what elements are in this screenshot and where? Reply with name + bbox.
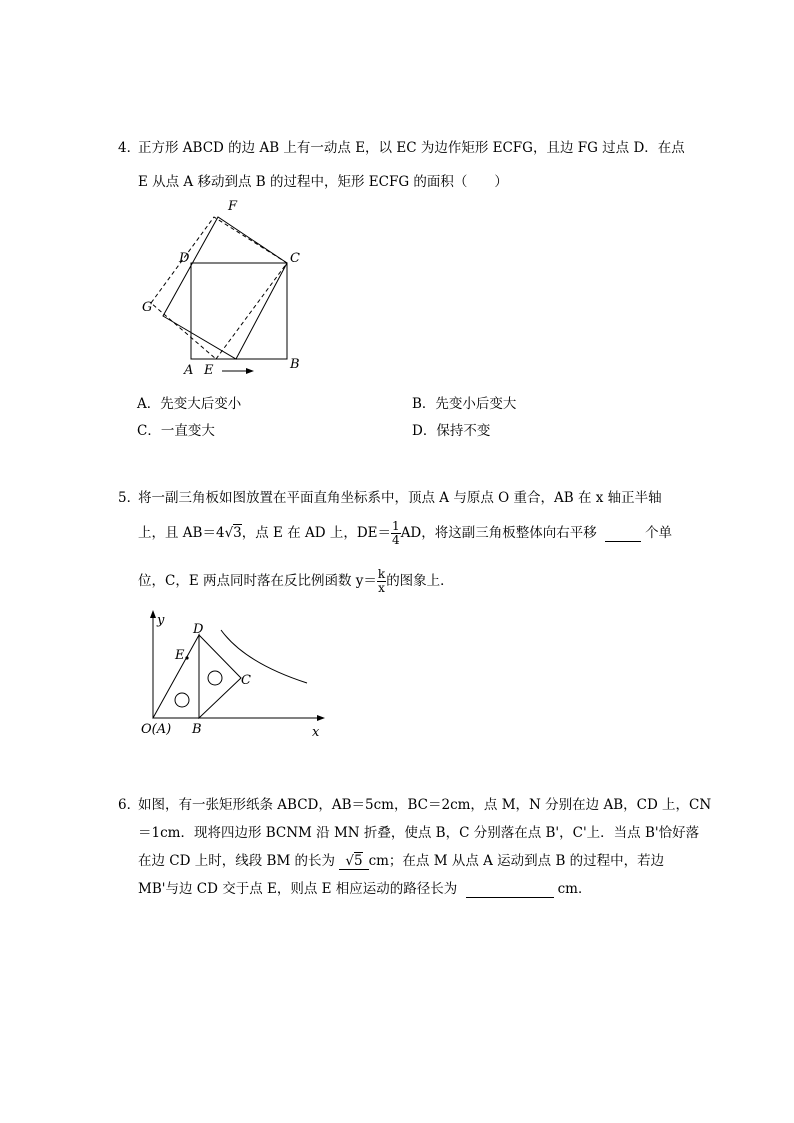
- point-e: [185, 656, 188, 659]
- hyperbola-curve: [221, 630, 307, 683]
- q6-line-3: 在边 CD 上时，线段 BM 的长为 √5 cm；在点 M 从点 A 运动到点 B 的过程中，若边: [138, 853, 665, 869]
- rectangle-ecfg-dashed: [151, 217, 287, 359]
- label-g: G: [142, 300, 153, 315]
- x-axis-arrow: [317, 715, 325, 721]
- triangle-hole-2: [208, 671, 222, 685]
- label-x: x: [312, 725, 320, 740]
- label-c: C: [290, 251, 300, 266]
- q6-number: 6．: [118, 797, 141, 813]
- label-y: y: [157, 613, 165, 628]
- q5-number: 5．: [118, 490, 141, 506]
- q4-option-a[interactable]: A．先变大后变小: [137, 396, 242, 412]
- q5-answer-blank[interactable]: [605, 525, 641, 542]
- sqrt-sign: √: [345, 853, 354, 869]
- fraction-k-over-x: $\frac{k}{x}$: [377, 567, 386, 595]
- q4-option-b[interactable]: B．先变小后变大: [412, 396, 517, 412]
- q5-figure: [135, 608, 335, 743]
- q6-answer-2[interactable]: [466, 881, 554, 898]
- q5-line-3: 位，C，E 两点同时落在反比例函数 y＝ $\frac{k}{x}$ 的图象上．: [138, 567, 454, 595]
- rectangle-solid: [163, 217, 287, 359]
- arrow-head: [246, 368, 254, 374]
- triangle-hole-1: [175, 693, 189, 707]
- label-oa: O(A): [141, 722, 172, 737]
- label-a: A: [184, 363, 194, 378]
- label-b: B: [290, 357, 300, 372]
- y-axis-arrow: [150, 610, 156, 618]
- label-d: D: [179, 251, 190, 266]
- fraction-one-quarter: $\frac{1}{4}$: [392, 519, 400, 547]
- q4-number: 4．: [118, 140, 141, 156]
- q6-line-2: ＝1cm．现将四边形 BCNM 沿 MN 折叠，使点 B，C 分别落在点 B'，C'上．当点 B'恰好落: [138, 825, 700, 841]
- label-c: C: [241, 673, 251, 688]
- square-abcd: [191, 263, 287, 359]
- q4-figure: [130, 196, 310, 381]
- q4-line-2: E 从点 A 移动到点 B 的过程中，矩形 ECFG 的面积（ ）: [138, 174, 508, 190]
- sqrt-sign: √: [224, 525, 234, 541]
- triangle-dbc: [199, 635, 241, 718]
- label-d: D: [193, 622, 204, 637]
- q6-answer-1[interactable]: √5: [339, 853, 368, 870]
- q4-option-c[interactable]: C．一直变大: [137, 423, 215, 439]
- label-f: F: [228, 199, 238, 214]
- q5-line-2: 上，且 AB＝4√3，点 E 在 AD 上，DE＝ $\frac{1}{4}$ AD，将这副三角板整体向右平移 个单: [138, 519, 673, 547]
- label-e: E: [175, 648, 185, 663]
- label-e: E: [204, 363, 214, 378]
- q4-option-d[interactable]: D．保持不变: [412, 423, 491, 439]
- q6-line-4: MB'与边 CD 交于点 E，则点 E 相应运动的路径长为 cm．: [138, 881, 592, 897]
- label-b: B: [192, 722, 202, 737]
